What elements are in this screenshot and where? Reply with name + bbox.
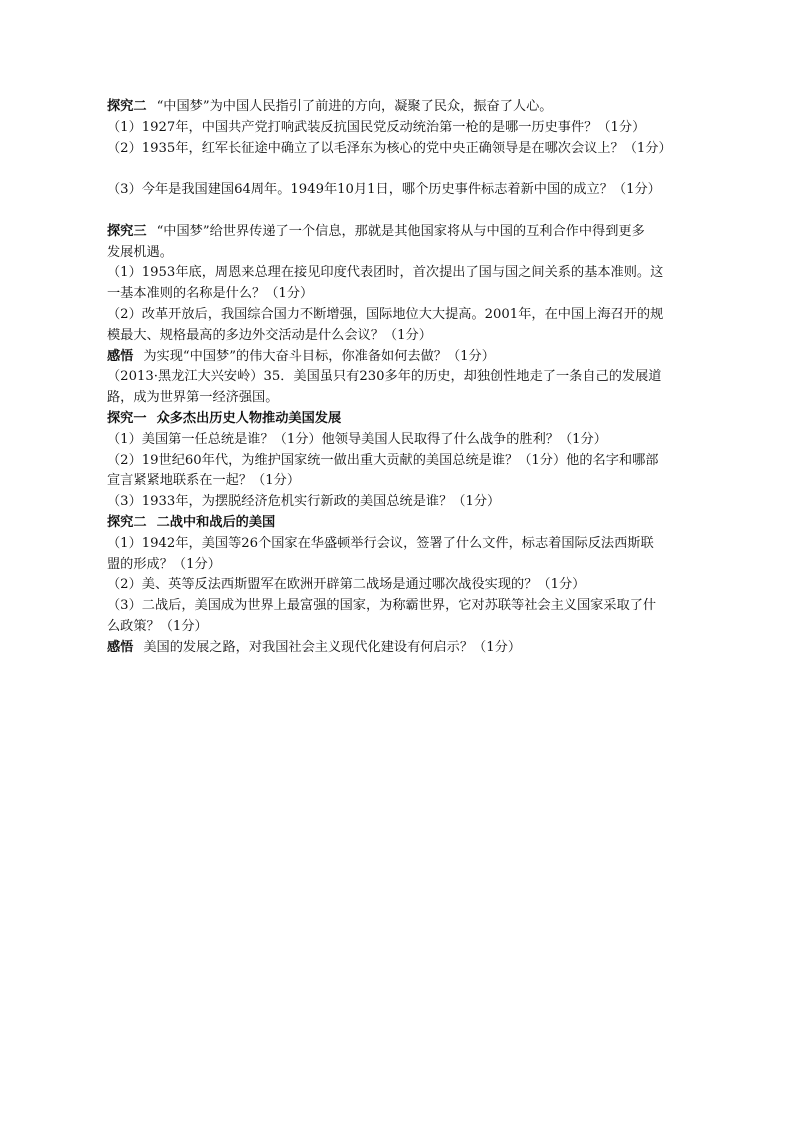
document-line <box>107 222 697 243</box>
blank-line <box>107 159 697 180</box>
section-heading: 二战中和战后的美国 <box>156 514 276 530</box>
line-text: （1）1953年底，周恩来总理在接见印度代表团时，首次提出了国与国之间关系的基本准则。这 <box>107 265 664 281</box>
document-line <box>107 555 697 576</box>
line-text: 宣言紧紧地联系在一起？（1分） <box>107 473 301 489</box>
line-text: 盟的形成？（1分） <box>107 556 221 572</box>
document-line <box>107 617 697 638</box>
document-line <box>107 180 697 201</box>
document-body <box>107 97 697 659</box>
document-line <box>107 139 697 160</box>
document-line <box>107 534 697 555</box>
section-label: 感悟 <box>107 348 134 364</box>
line-text: 一基本准则的名称是什么？（1分） <box>107 286 314 302</box>
line-text: （2013·黑龙江大兴安岭）35．美国虽只有230多年的历史，却独创性地走了一条自己的发展道 <box>107 369 662 385</box>
line-text: （2）美、英等反法西斯盟军在欧洲开辟第二战场是通过哪次战役实现的？（1分） <box>107 577 586 593</box>
document-line <box>107 430 697 451</box>
line-text: “中国梦”给世界传递了一个信息，那就是其他国家将从与中国的互利合作中得到更多 <box>156 223 645 239</box>
line-text: 路，成为世界第一经济强国。 <box>107 390 279 406</box>
line-text: （2）19世纪60年代，为维护国家统一做出重大贡献的美国总统是谁？（1分）他的名字和哪部 <box>107 452 659 468</box>
line-text: 么政策？（1分） <box>107 618 208 634</box>
document-line <box>107 471 697 492</box>
document-line <box>107 263 697 284</box>
line-text: （1）1942年，美国等26个国家在华盛顿举行会议，签署了什么文件，标志着国际反法西斯联 <box>107 535 654 551</box>
document-line <box>107 367 697 388</box>
document-line <box>107 284 697 305</box>
document-line <box>107 451 697 472</box>
line-text: 发展机遇。 <box>107 244 173 260</box>
document-line <box>107 513 697 534</box>
document-line <box>107 492 697 513</box>
document-line <box>107 596 697 617</box>
document-line <box>107 305 697 326</box>
line-text: （3）1933年，为摆脱经济危机实行新政的美国总统是谁？（1分） <box>107 494 501 510</box>
document-line <box>107 97 697 118</box>
section-label: 探究二 <box>107 99 147 114</box>
document-line <box>107 575 697 596</box>
section-label: 感悟 <box>107 639 134 655</box>
document-line <box>107 638 697 659</box>
blank-line <box>107 201 697 222</box>
line-text: （1）1927年，中国共产党打响武装反抗国民党反动统治第一枪的是哪一历史事件？（1分） <box>107 119 646 135</box>
section-label: 探究三 <box>107 223 147 239</box>
document-line <box>107 118 697 139</box>
line-text: （2）改革开放后，我国综合国力不断增强，国际地位大大提高。2001年，在中国上海召开的规 <box>107 306 664 322</box>
document-line <box>107 347 697 368</box>
line-text: “中国梦”为中国人民指引了前进的方向，凝聚了民众，振奋了人心。 <box>156 99 553 114</box>
line-text: （1）美国第一任总统是谁？（1分）他领导美国人民取得了什么战争的胜利？（1分） <box>107 431 607 447</box>
line-text: （2）1935年，红军长征途中确立了以毛泽东为核心的党中央正确领导是在哪次会议上？（1分） <box>107 140 672 156</box>
section-heading: 众多杰出历史人物推动美国发展 <box>156 410 342 426</box>
document-line <box>107 388 697 409</box>
line-text: （3）二战后，美国成为世界上最富强的国家，为称霸世界，它对苏联等社会主义国家采取了什 <box>107 598 657 614</box>
section-label: 探究二 <box>107 514 147 530</box>
line-text: （3）今年是我国建国64周年。1949年10月1日，哪个历史事件标志着新中国的成立？（1分） <box>107 182 661 198</box>
document-line <box>107 409 697 430</box>
section-label: 探究一 <box>107 410 147 426</box>
line-text: 美国的发展之路，对我国社会主义现代化建设有何启示？（1分） <box>143 639 522 655</box>
line-text: 模最大、规格最高的多边外交活动是什么会议？（1分） <box>107 327 432 343</box>
document-line <box>107 326 697 347</box>
line-text: 为实现“中国梦”的伟大奋斗目标，你准备如何去做？（1分） <box>143 348 495 364</box>
document-line <box>107 243 697 264</box>
